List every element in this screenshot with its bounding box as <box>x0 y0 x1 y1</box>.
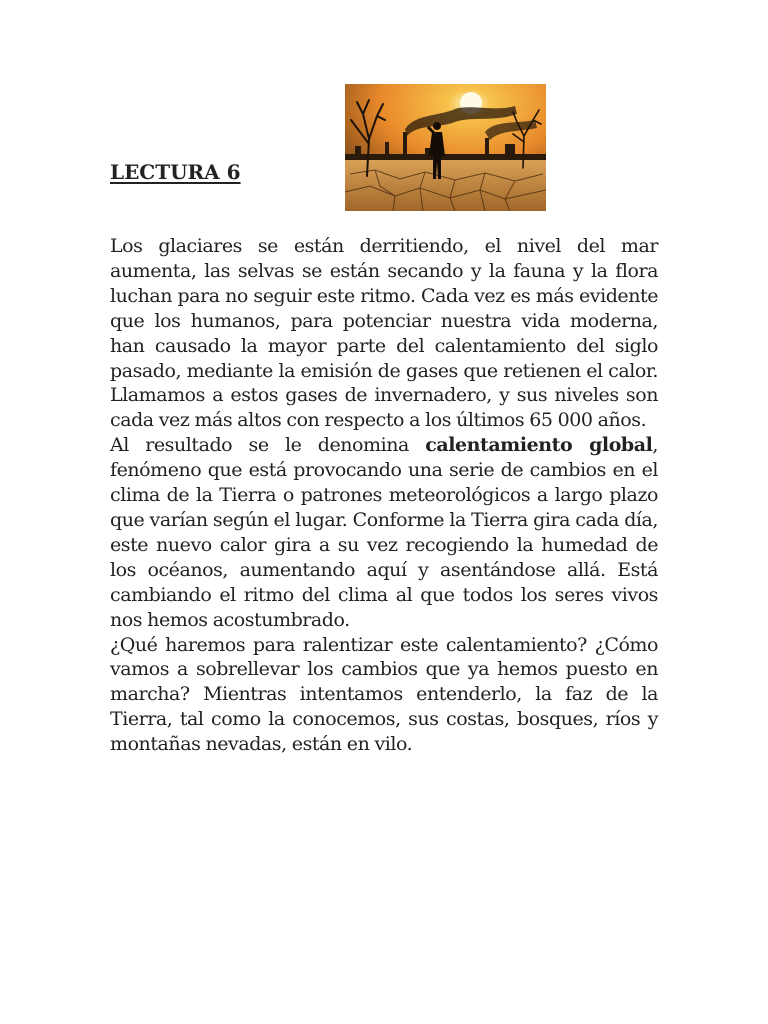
paragraph-2-rest: , fenómeno que está provocando una serie de cambios en el clima de la Tierra o patrones meteorológicos a largo plazo que varían según el lugar. Conforme la Tierra gira cada día, este nuevo calor gira a su vez recogiendo la humedad de los océanos, aumentando aquí y asentándose allá. Está cambiando el ritmo del clima al que todos los seres vivos nos hemos acostumbrado. <box>110 434 658 631</box>
key-term: calentamiento global <box>425 434 653 457</box>
paragraph-2 <box>110 433 658 632</box>
global-warming-illustration <box>345 84 546 211</box>
paragraph-2-intro: Al resultado se le denomina <box>110 434 426 457</box>
paragraph-3: ¿Qué haremos para ralentizar este calentamiento? ¿Cómo vamos a sobrellevar los cambios que ya hemos puesto en marcha? Mientras intentamos entenderlo, la faz de la Tierra, tal como la conocemos, sus costas, bosques, ríos y montañas nevadas, están en vilo. <box>110 633 658 756</box>
paragraph-1: Los glaciares se están derritiendo, el nivel del mar aumenta, las selvas se están secando y la fauna y la flora luchan para no seguir este ritmo. Cada vez es más evidente que los humanos, para potenciar nuestra vida moderna, han causado la mayor parte del calentamiento del siglo pasado, mediante la emisión de gases que retienen el calor. Llamamos a estos gases de invernadero, y sus niveles son cada vez más altos con respecto a los últimos 65 000 años. <box>110 235 658 432</box>
reading-text <box>110 234 658 757</box>
lesson-heading: LECTURA 6 <box>110 160 241 184</box>
